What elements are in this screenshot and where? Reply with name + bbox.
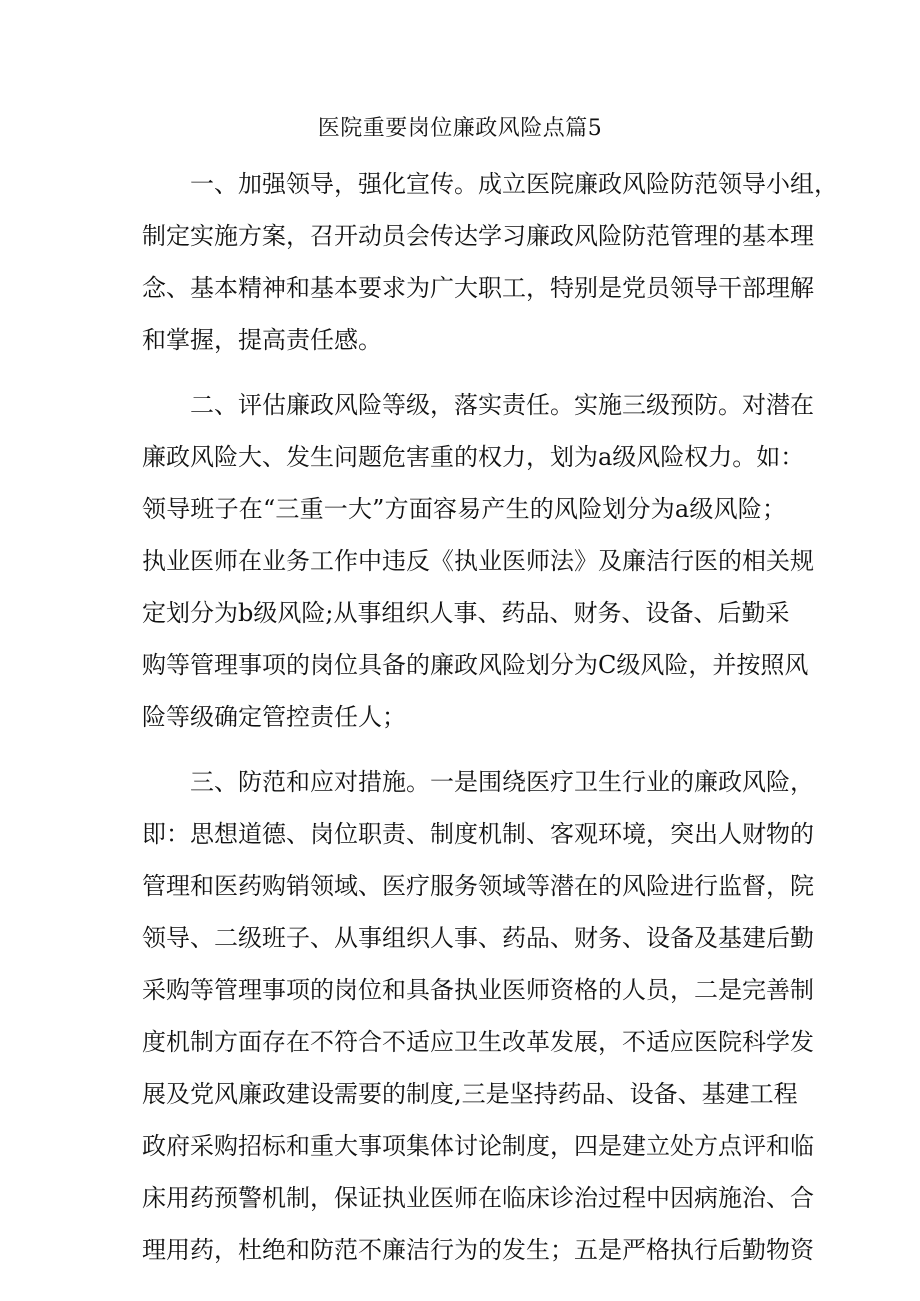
paragraph-line: 床用药预警机制，保证执业医师在临床诊治过程中因病施治、合 bbox=[142, 1184, 814, 1212]
paragraph-line: 采购等管理事项的岗位和具备执业医师资格的人员，二是完善制 bbox=[142, 976, 814, 1004]
paragraph-line: 二、评估廉政风险等级，落实责任。实施三级预防。对潜在 bbox=[190, 391, 814, 419]
paragraph-2 bbox=[142, 379, 814, 743]
paragraph-line: 一、加强领导，强化宣传。成立医院廉政风险防范领导小组， bbox=[190, 170, 838, 198]
paragraph-line: 度机制方面存在不符合不适应卫生改革发展，不适应医院科学发 bbox=[142, 1028, 814, 1056]
paragraph-line: 理用药，杜绝和防范不廉洁行为的发生；五是严格执行后勤物资 bbox=[142, 1236, 814, 1264]
paragraph-line: 和掌握，提高责任感。 bbox=[142, 326, 382, 354]
document-body bbox=[142, 158, 838, 1289]
paragraph-line: 念、基本精神和基本要求为广大职工，特别是党员领导干部理解 bbox=[142, 274, 814, 302]
paragraph-line: 领导、二级班子、从事组织人事、药品、财务、设备及基建后勤 bbox=[142, 924, 814, 952]
paragraph-line: 领导班子在“三重一大”方面容易产生的风险划分为a级风险； bbox=[142, 495, 786, 523]
paragraph-line: 购等管理事项的岗位具备的廉政风险划分为C级风险，并按照风 bbox=[142, 651, 809, 679]
paragraph-line: 险等级确定管控责任人； bbox=[142, 703, 406, 731]
paragraph-line: 即：思想道德、岗位职责、制度机制、客观环境，突出人财物的 bbox=[142, 820, 814, 848]
paragraph-line: 制定实施方案，召开动员会传达学习廉政风险防范管理的基本理 bbox=[142, 222, 814, 250]
document-title: 医院重要岗位廉政风险点篇5 bbox=[317, 116, 603, 141]
paragraph-3 bbox=[142, 756, 814, 1276]
paragraph-line: 管理和医药购销领域、医疗服务领域等潜在的风险进行监督，院 bbox=[142, 872, 814, 900]
paragraph-line: 展及党风廉政建设需要的制度,三是坚持药品、设备、基建工程 bbox=[142, 1080, 798, 1108]
paragraph-line: 廉政风险大、发生问题危害重的权力，划为a级风险权力。如： bbox=[142, 443, 805, 471]
paragraph-line: 三、防范和应对措施。一是围绕医疗卫生行业的廉政风险， bbox=[190, 768, 814, 796]
paragraph-line: 执业医师在业务工作中违反《执业医师法》及廉洁行医的相关规 bbox=[142, 547, 814, 575]
paragraph-line: 政府采购招标和重大事项集体讨论制度，四是建立处方点评和临 bbox=[142, 1132, 814, 1160]
paragraph-line: 定划分为b级风险;从事组织人事、药品、财务、设备、后勤采 bbox=[142, 599, 790, 627]
paragraph-1 bbox=[142, 158, 838, 366]
